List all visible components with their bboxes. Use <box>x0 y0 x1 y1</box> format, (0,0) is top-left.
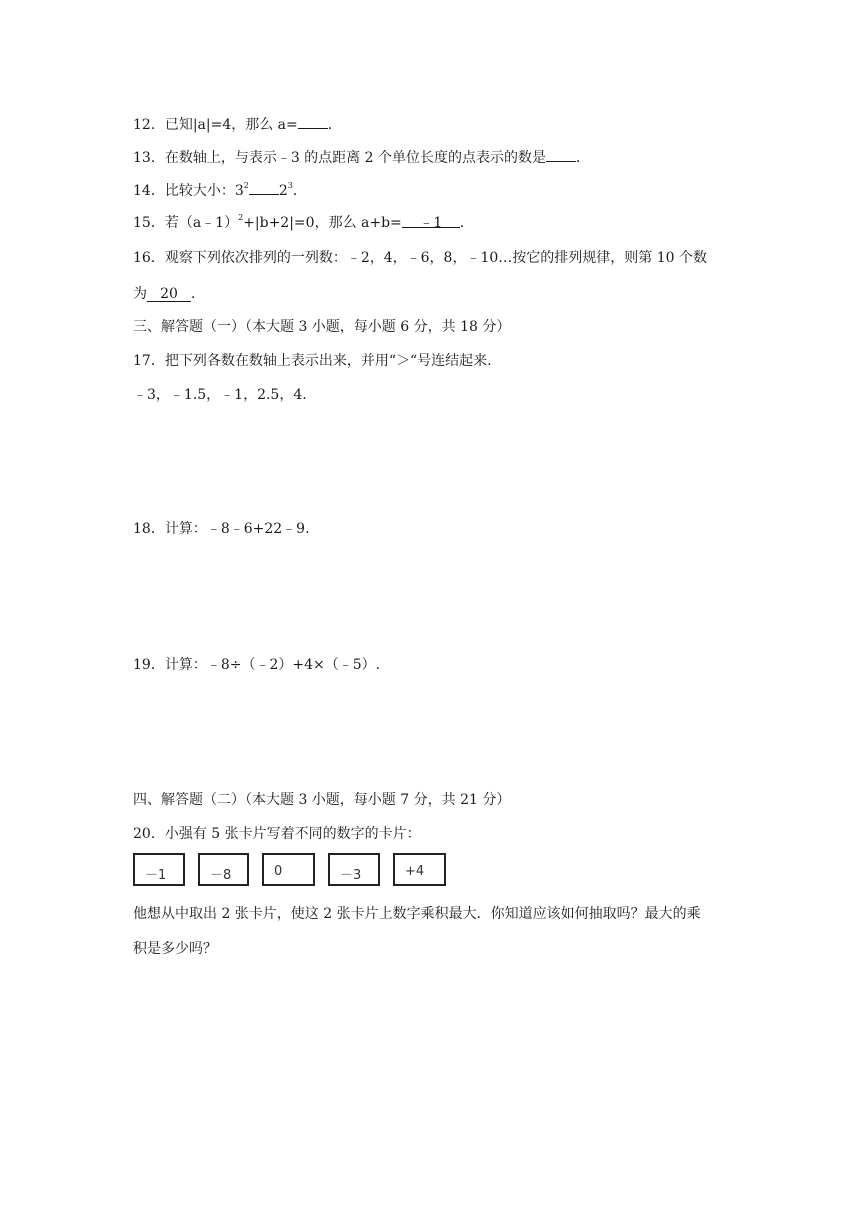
section-4-heading: 四、解答题（二）（本大题 3 小题，每小题 7 分，共 21 分） <box>133 792 511 808</box>
number-card: 0 <box>262 853 315 886</box>
answer-blank-13[interactable] <box>546 146 576 162</box>
question-14: 14．比较大小：$3^2$ $2^3$． <box>133 181 307 199</box>
number-card: －3 <box>328 853 380 886</box>
question-15: 15．若（a﹣1）$^2$+|b+2|=0，那么 a+b= ﹣1 ． <box>133 213 474 231</box>
question-17-line2: ﹣3，﹣1.5，﹣1，2.5，4. <box>133 387 307 403</box>
question-20-line1: 他想从中取出 2 张卡片，使这 2 张卡片上数字乘积最大．你知道应该如何抽取吗？最大的乘 <box>133 906 701 922</box>
answer-blank-15[interactable]: ﹣1 <box>402 212 460 228</box>
question-12-text: 12．已知|a|=4，那么 a= <box>133 117 298 133</box>
question-15-text: 15．若（a﹣1） <box>133 215 239 231</box>
number-card: －1 <box>133 853 185 886</box>
question-13-text: 13．在数轴上，与表示﹣3 的点距离 2 个单位长度的点表示的数是 <box>133 150 546 166</box>
question-13: 13．在数轴上，与表示﹣3 的点距离 2 个单位长度的点表示的数是 ． <box>133 146 590 167</box>
question-12: 12．已知|a|=4，那么 a= ． <box>133 113 342 134</box>
answer-blank-14[interactable] <box>249 179 279 195</box>
answer-blank-12[interactable] <box>298 113 328 129</box>
number-card: +4 <box>393 853 446 886</box>
number-card: －8 <box>198 853 249 886</box>
section-3-heading: 三、解答题（一）（本大题 3 小题，每小题 6 分，共 18 分） <box>133 319 511 335</box>
question-18: 18．计算：﹣8﹣6+22﹣9. <box>133 521 310 537</box>
question-16-line1: 16．观察下列依次排列的一列数：﹣2，4，﹣6，8，﹣10…按它的排列规律，则第 10 个数 <box>133 250 707 266</box>
question-19: 19．计算：﹣8÷（﹣2）+4×（﹣5）. <box>133 657 381 673</box>
question-14-text: 14．比较大小：3 <box>133 183 244 199</box>
answer-blank-16[interactable]: 20 <box>147 286 191 302</box>
question-20-intro: 20．小强有 5 张卡片写着不同的数字的卡片： <box>133 826 421 842</box>
question-20-line2: 积是多少吗？ <box>133 941 217 957</box>
question-16-line2: 为 20 ． <box>133 286 205 302</box>
question-17-line1: 17．把下列各数在数轴上表示出来，并用“＞“号连结起来. <box>133 353 492 369</box>
